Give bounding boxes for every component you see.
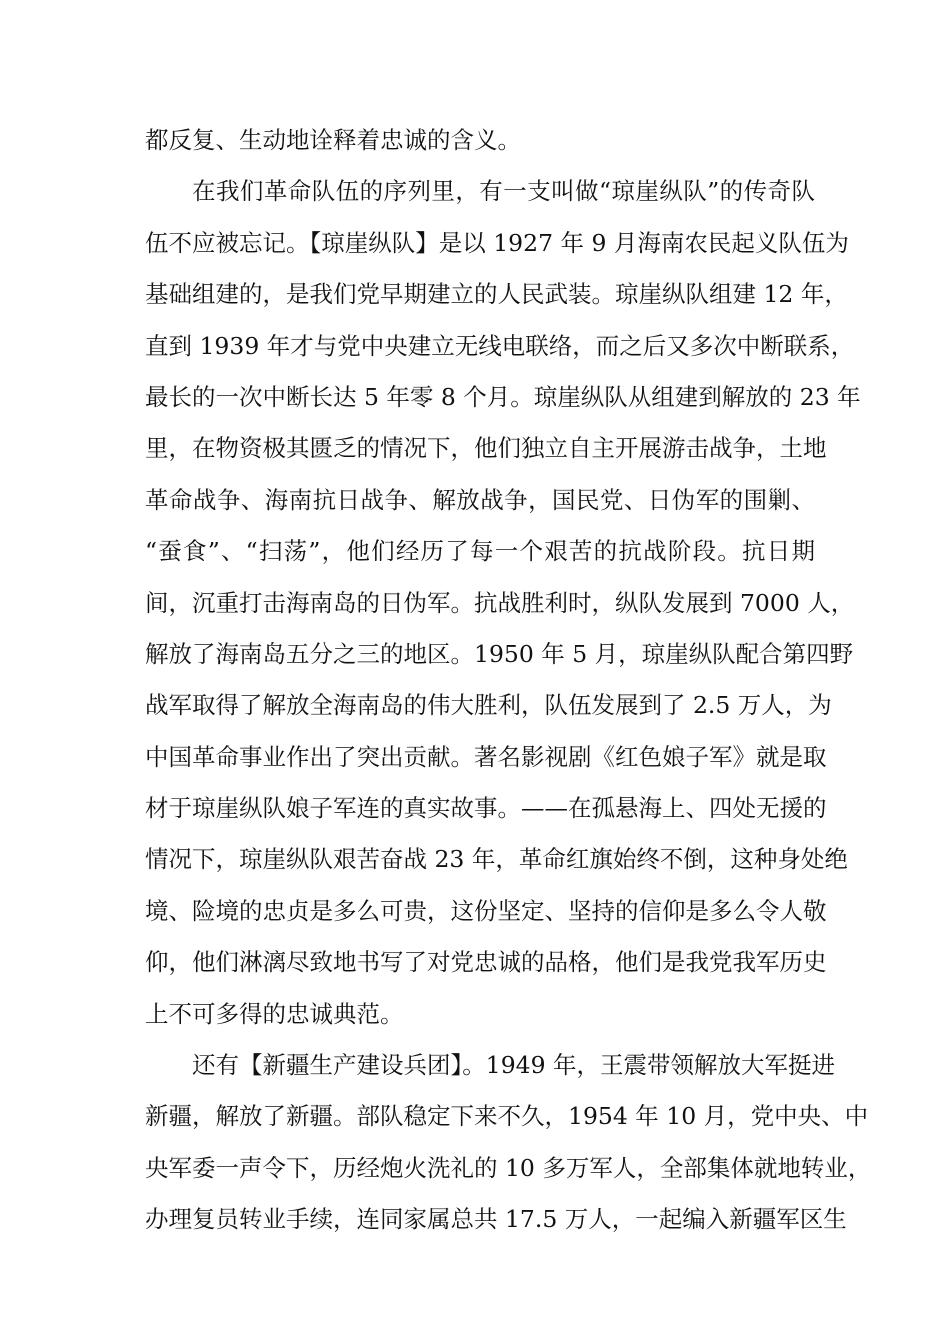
text-line: 基础组建的，是我们党早期建立的人民武装。琼崖纵队组建 12 年，: [145, 280, 848, 309]
text-line: 战军取得了解放全海南岛的伟大胜利，队伍发展到了 2.5 万人，为: [145, 691, 832, 720]
text-line: 仰，他们淋漓尽致地书写了对党忠诚的品格，他们是我党我军历史: [145, 948, 827, 977]
text-line: 里，在物资极其匮乏的情况下，他们独立自主开展游击战争，土地: [145, 434, 827, 463]
text-line: 中国革命事业作出了突出贡献。著名影视剧《红色娘子军》就是取: [145, 742, 827, 771]
paragraph-first-line: 还有【新疆生产建设兵团】。1949 年，王震带领解放大军挺进: [192, 1051, 836, 1080]
paragraph-first-line: 在我们革命队伍的序列里，有一支叫做“琼崖纵队”的传奇队: [192, 177, 815, 206]
text-line: 境、险境的忠贞是多么可贵，这份坚定、坚持的信仰是多么令人敬: [145, 896, 827, 925]
text-line: 间，沉重打击海南岛的日伪军。抗战胜利时，纵队发展到 7000 人，: [145, 588, 855, 617]
body-text: [145, 115, 872, 1246]
text-line: 材于琼崖纵队娘子军连的真实故事。——在孤悬海上、四处无援的: [145, 794, 827, 823]
text-line: 上不可多得的忠诚典范。: [145, 999, 404, 1028]
text-line: 情况下，琼崖纵队艰苦奋战 23 年，革命红旗始终不倒，这种身处绝: [145, 845, 848, 874]
text-line: 直到 1939 年才与党中央建立无线电联络，而之后又多次中断联系，: [145, 331, 855, 360]
text-line: 革命战争、海南抗日战争、解放战争，国民党、日伪军的围剿、: [145, 485, 815, 514]
text-line: “蚕食”、“扫荡”，他们经历了每一个艰苦的抗战阶段。抗日期: [145, 537, 815, 566]
text-line: 都反复、生动地诠释着忠诚的含义。: [145, 126, 521, 154]
text-line: 办理复员转业手续，连同家属总共 17.5 万人，一起编入新疆军区生: [145, 1205, 847, 1234]
text-line: 新疆，解放了新疆。部队稳定下来不久，1954 年 10 月，党中央、中: [145, 1102, 869, 1131]
text-line: 央军委一声令下，历经炮火洗礼的 10 多万军人，全部集体就地转业，: [145, 1153, 872, 1182]
text-line: 最长的一次中断长达 5 年零 8 个月。琼崖纵队从组建到解放的 23 年: [145, 382, 861, 411]
text-line: 解放了海南岛五分之三的地区。1950 年 5 月，琼崖纵队配合第四野: [145, 639, 854, 668]
text-line: 伍不应被忘记。【琼崖纵队】是以 1927 年 9 月海南农民起义队伍为: [145, 228, 849, 257]
